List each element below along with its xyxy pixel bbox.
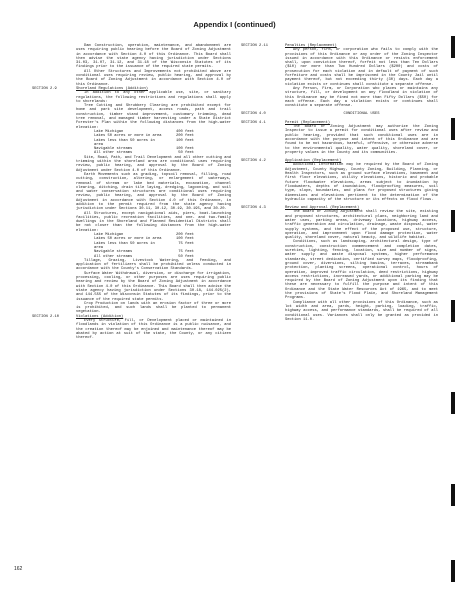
setback-table-1 [94, 130, 231, 156]
binding-mark [451, 210, 455, 232]
table-row: Lakes 50 acres or more in area 200 feet [94, 134, 194, 139]
right-column [241, 44, 438, 322]
binding-mark [451, 300, 455, 322]
section-4-1 [241, 121, 438, 155]
paragraph-conditions: Conditions, such as landscaping, architectural design, type of construction, construction commencement and completion dates, sureties, lighting, fencing, location, size and number of signs, water supply and waste disposal systems, higher performance standards, street dedication, certified survey maps, floodproofing, ground cover, diversions, silting basins, terraces, streambank protection, planting screens, operational control, hours of operation, improved traffic circulation, deed restrictions, highway access restrictions, increased yards, or additional parking may be required by the Board of Zoning Adjustment upon its finding that these are necessary to fulfill the purpose and intent of this Ordinance and the State Water Resources Act of 1965, and to meet the provisions of State's Flood Plain, and Shoreland Management Programs. [285, 240, 438, 301]
binding-mark [451, 560, 455, 582]
paragraph-site: Site, Road, Path, and Trail Development and all other cutting and trimming within the shoreland area are conditional uses requiring review, public hearing, and approval by the Board of Zoning Adjustment under Section 4.0 of this Ordinance. [76, 155, 231, 173]
paragraph-tillage: Tillage, Grazing, Livestock Watering, and Feeding, and application of fertilizers shall be prohibited unless conducted in accordance with the County's Conservation Standards. [76, 258, 231, 272]
page-title: Appendix I (continued) [193, 20, 276, 29]
section-number: SECTION 2.9 [32, 86, 57, 91]
table-row: All other streams 50 feet [94, 254, 194, 259]
section-heading: Permit (Replacement) [285, 120, 331, 125]
paragraph-penalties-1: Any person, firm, or corporation who fails to comply with the provisions of this Ordinance or any order of the Zoning Inspector issued in accordance with this Ordinance or resists enforcement shall, upon conviction thereof, forfeit not less than Ten Dollars ($10) nor more than Two Hundred Dollars ($200) and costs of prosecution for each violation and in default of payment of such forfeiture and costs shall be imprisoned in the County Jail until payment thereof, but not exceeding thirty (30) days. Each day a violation exists or continues shall constitute a separate offense. [285, 48, 438, 87]
section-number: SECTION 4.2 [241, 159, 266, 164]
table-row: Lakes 50 acres or more in area 100 feet [94, 237, 194, 242]
section-heading: Application (Replacement) [285, 159, 342, 164]
table-row: All other streams 50 feet [94, 151, 194, 156]
section-2-11 [241, 44, 438, 108]
page-number: 162 [14, 566, 23, 572]
setback-table-2 [94, 233, 231, 259]
section-4-2 [241, 159, 438, 202]
binding-mark [451, 484, 455, 506]
binding-mark [451, 392, 455, 414]
paragraph-crop: Crop Production on lands with an erosion factor of three or more is prohibited, and such lands shall be planted to permanent vegetation. [76, 301, 231, 315]
paragraph-earth: Earth Movements such as grading, topsoil removal, filling, road cutting, construction, altering, or enlargement of waterways, removal of stream or lake bed materials, excavation, channel clearing, ditching, drain tile laying, dredging, lagooning, and soil and water conservation structures are conditional uses requiring review, public hearing, and approval by the Board of Zoning Adjustment in accordance with Section 4.0 of this Ordinance, in addition to the permit required from the state agency having jurisdiction under Sections 30.11, 30.12, 30.19, 30.195, and 30.20. [76, 172, 231, 212]
section-number: SECTION 2.10 [32, 314, 60, 319]
binding-mark [451, 36, 455, 58]
section-4-0 [241, 112, 438, 116]
table-row: Lake Michigan 400 feet [94, 129, 194, 134]
paragraph-intro: In addition to any other applicable use, site, or sanitary regulations, the following restrictions and regulations shall apply to shorelands: [76, 91, 231, 104]
table-row: Navigable streams 100 feet [94, 147, 194, 152]
section-heading: Review and Approval (Replacement) [285, 206, 360, 211]
paragraph-penalties-2: Any Person, Firm, or Corporation who places or maintains any structure, fill, or development on any floodland in violation of this Ordinance may be fined not more than Fifty Dollars ($50) for each offense. Each day a violation exists or continues shall constitute a separate offense. [285, 86, 438, 109]
paragraph-structures: All Structures, except navigational aids, piers, boat-launching facilities, public recreation facilities, and one- and two-family dwellings in the Shoreland and Planned Residential Districts shall be not closer than the following distances from the high-water elevation: [76, 211, 231, 233]
section-heading: Violations (Addition) [76, 314, 124, 319]
binding-mark [451, 118, 455, 140]
section-number: SECTION 2.11 [241, 44, 269, 48]
section-number: SECTION 4.3 [241, 206, 266, 211]
paragraph-all-other: All Other Structures and Improvements not prohibited above are conditional uses requiring review, public hearing, and approval by the Board of Zoning Adjustment in accordance with Section 4.0 of this Ordinance. [76, 69, 231, 87]
paragraph-surface-water: Surface Water Withdrawal, diversion, or discharge for irrigation, processing, cooling, or other purposes are uses requiring public hearing and review by the Board of Zoning Adjustment in accordance with Section 4.0 of this Ordinance. This Board shall then advise the state agency having jurisdiction under Sections 30.18, 144.025(2), and 144.555 of the Wisconsin Statutes of its findings, prior to the issuance of the required state permits. [76, 271, 231, 302]
section-number: SECTION 4.0 [241, 112, 266, 117]
paragraph-tree: Tree Cutting and Shrubbery Clearing are prohibited except for home and park site development, access roads, path and trail construction, timber stand improvement, customary trimming, dead tree removal, and managed timber harvesting under a State District Forester's Plan within the following distances from the high-water elevation: [76, 104, 231, 130]
paragraph-violations: Every Structure, Fill, or Development placed or maintained in floodlands in violation of this Ordinance is a public nuisance, and the creation thereof may be enjoined and maintenance thereof may be abated by action at suit of the state, the County, or any citizen thereof. [76, 319, 231, 341]
table-row: Lakes less than 50 acres in area 75 feet [94, 241, 194, 250]
left-column [32, 44, 231, 340]
section-2-9 [32, 87, 231, 315]
section-heading: CONDITIONAL USES [343, 112, 380, 117]
paragraph-dam: Dam Construction, operation, maintenance, and abandonment are uses requiring public hearing before the Board of Zoning Adjustment in accordance with Section 4.0 of this Ordinance. This Board shall then advise the state agency having jurisdiction under Sections 31.03, 31.07, 31.12, and 31.18 of the Wisconsin Statutes of its findings prior to the issuance of the required state permits. [76, 44, 231, 70]
section-number: SECTION 4.1 [241, 120, 266, 125]
section-4-3 [241, 206, 438, 322]
table-row: Navigable streams 75 feet [94, 250, 194, 255]
section-heading: Shoreland Regulations (Addition) [76, 86, 149, 91]
paragraph-application: Additional Information may be required by the Board of Zoning Adjustment, County Highway, County Zoning, Building, Planning, or Health Inspectors, such as ground surface elevations, basement and first floor elevations, utility elevations, historic and probable future floodwater elevations, areas subject to inundation by floodwaters, depths of inundation, floodproofing measures, soil type, slope, boundaries, and plans for proposed structures giving dimensions and elevations pertinent to the determination of the hydraulic capacity of the structure or its effects on flood flows. [285, 163, 438, 202]
table-row: Lake Michigan 200 feet [94, 233, 194, 238]
table-row: Lakes less than 50 acres in area 100 feet [94, 138, 194, 147]
paragraph-review: The Board of Zoning Adjustment shall review the site, existing and proposed structures, architectural plans, neighboring land and water uses, parking areas, driveway locations, highway access, traffic generation and circulation, drainage, waste disposal, water supply systems, and the effect of the proposed use, structure, operation, and improvement upon flood damage protection, water quality, shoreland cover, natural beauty, and wildlife habitat. [285, 210, 438, 241]
section-2-10 [32, 315, 231, 341]
section-heading: Penalties (Replacement) [285, 44, 337, 48]
paragraph-permit: The Board of Zoning Adjustment may authorize the Zoning Inspector to issue a permit for conditional uses after review and public hearing, provided that such conditional uses are in accordance with the purpose and intent of this Ordinance and are found to be not hazardous, harmful, offensive, or otherwise adverse to the environmental quality, water quality, shoreland cover, or property values in the County and its communities. [285, 125, 438, 155]
paragraph-compliance: Compliance with all other provisions of this Ordinance, such as lot width and area, yards, height, parking, loading, traffic, highway access, and performance standards, shall be required of all conditional uses. Variances shall only be granted as provided in Section 11.0. [285, 300, 438, 322]
